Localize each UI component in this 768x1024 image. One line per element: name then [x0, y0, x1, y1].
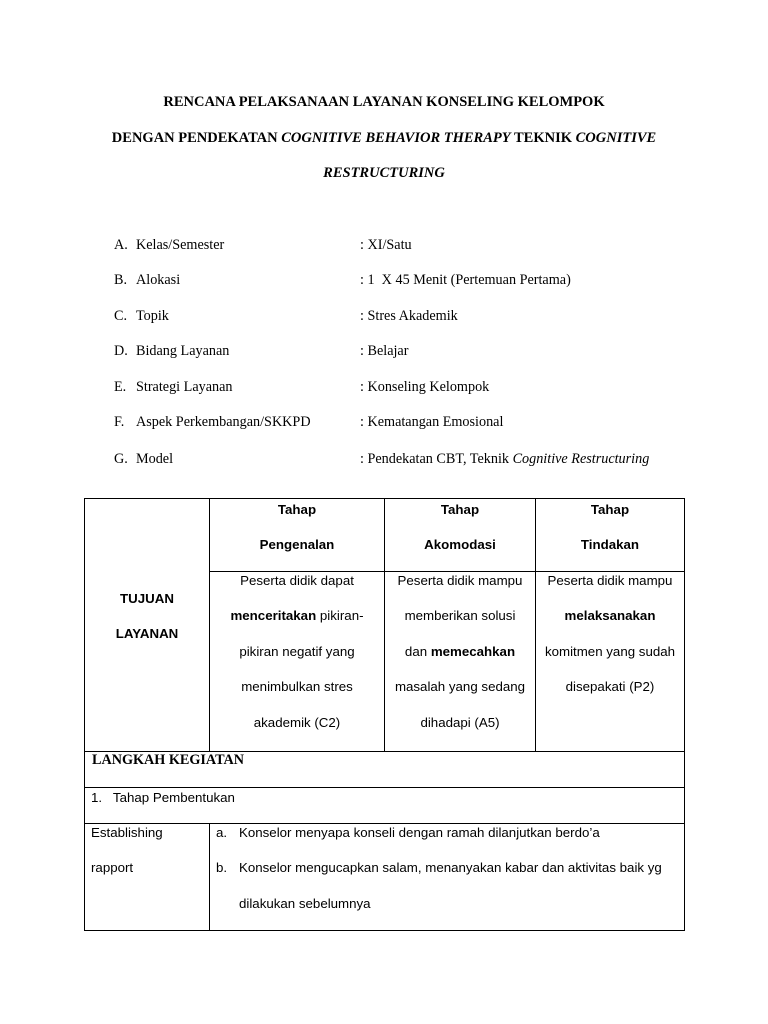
title-part-e: RESTRUCTURING: [323, 165, 445, 181]
goal-keyword: melaksanakan: [564, 608, 656, 623]
info-label: Strategi Layanan: [136, 379, 233, 395]
langkah-kegiatan-row: [84, 751, 685, 787]
goal-line: [385, 644, 535, 659]
goal-text: dan: [404, 644, 431, 659]
document-title-line2: [0, 130, 768, 147]
info-value-part: : Pendekatan CBT, Teknik: [360, 451, 513, 467]
info-row-aspek: [114, 414, 714, 434]
info-value: : Kematangan Emosional: [360, 414, 504, 430]
goal-line: akademik (C2): [253, 715, 341, 730]
info-label: Topik: [136, 308, 169, 324]
step-a-letter: a.: [216, 825, 228, 840]
goal-keyword: memecahkan: [430, 644, 516, 659]
info-row-bidang: [114, 343, 714, 363]
info-row-alokasi: [114, 272, 714, 292]
goal-text: pikiran-: [316, 608, 364, 623]
stage-header-tindakan: [535, 498, 685, 571]
stage-name: Pengenalan: [259, 537, 335, 552]
title-part-b: COGNITIVE BEHAVIOR THERAPY: [281, 130, 511, 146]
info-value-italic: Cognitive Restructuring: [512, 451, 650, 467]
info-value: : XI/Satu: [360, 237, 412, 253]
stage-label: Tahap: [590, 502, 630, 517]
info-letter: E.: [114, 379, 127, 395]
document-title-line1: RENCANA PELAKSANAAN LAYANAN KONSELING KELOMPOK: [163, 94, 605, 110]
info-label: Model: [136, 451, 174, 467]
info-letter: A.: [114, 237, 128, 253]
langkah-kegiatan-heading: LANGKAH KEGIATAN: [92, 752, 245, 768]
goal-line: pikiran negatif yang: [239, 644, 355, 659]
goal-cell-tindakan: [535, 571, 685, 751]
info-value: : Stres Akademik: [360, 308, 458, 324]
tahap-pembentukan-label: 1. Tahap Pembentukan: [91, 790, 235, 805]
stage-name: Tindakan: [580, 537, 640, 552]
establishing-rapport-cell: [84, 823, 209, 931]
rapport-label: rapport: [91, 860, 134, 875]
title-part-d: COGNITIVE: [575, 130, 657, 146]
goal-cell-akomodasi: [384, 571, 535, 751]
goal-line: komitmen yang sudah: [544, 644, 676, 659]
goal-line: memberikan solusi: [404, 608, 516, 623]
stage-label: Tahap: [277, 502, 317, 517]
steps-cell: [209, 823, 685, 931]
info-letter: B.: [114, 272, 128, 288]
info-label: Bidang Layanan: [136, 343, 230, 359]
stage-label: Tahap: [440, 502, 480, 517]
title-part-c: TEKNIK: [510, 130, 576, 146]
goal-cell-pengenalan: [209, 571, 384, 751]
info-label: Kelas/Semester: [136, 237, 225, 253]
info-row-kelas: [114, 237, 714, 257]
info-label: Aspek Perkembangan/SKKPD: [136, 414, 311, 430]
info-row-model: [114, 451, 714, 471]
goal-line: dihadapi (A5): [420, 715, 500, 730]
info-value: : 1 X 45 Menit (Pertemuan Pertama): [360, 272, 571, 288]
tujuan-label: TUJUAN: [120, 591, 174, 606]
establishing-label: Establishing: [91, 825, 163, 840]
goal-line: [210, 608, 384, 623]
info-letter: F.: [114, 414, 125, 430]
step-b-text-line1: Konselor mengucapkan salam, menanyakan kabar dan aktivitas baik yg: [239, 860, 662, 875]
info-row-strategi: [114, 379, 714, 399]
step-b-letter: b.: [216, 860, 228, 875]
info-letter: G.: [114, 451, 128, 467]
info-letter: C.: [114, 308, 128, 324]
stage-name: Akomodasi: [424, 537, 496, 552]
tujuan-layanan-cell: [84, 498, 209, 751]
step-a-text: Konselor menyapa konseli dengan ramah dilanjutkan berdo’a: [239, 825, 600, 840]
info-letter: D.: [114, 343, 128, 359]
step-b-text-line2: dilakukan sebelumnya: [239, 896, 371, 911]
goal-line: Peserta didik dapat: [240, 573, 354, 588]
info-value: [360, 451, 649, 468]
stage-header-pengenalan: [209, 498, 384, 571]
info-row-topik: [114, 308, 714, 328]
goal-line: disepakati (P2): [565, 679, 655, 694]
layanan-label: LAYANAN: [115, 626, 179, 641]
info-value: : Konseling Kelompok: [360, 379, 490, 395]
stage-header-akomodasi: [384, 498, 535, 571]
goal-line: Peserta didik mampu: [547, 573, 673, 588]
document-title-line3: [0, 165, 768, 182]
goal-line: masalah yang sedang: [394, 679, 526, 694]
tahap-pembentukan-row: [84, 787, 685, 823]
info-label: Alokasi: [136, 272, 181, 288]
goal-line: menimbulkan stres: [241, 679, 353, 694]
goal-line: Peserta didik mampu: [397, 573, 523, 588]
info-value: : Belajar: [360, 343, 409, 359]
title-part-a: DENGAN PENDEKATAN: [111, 130, 282, 146]
goal-keyword: menceritakan: [230, 608, 317, 623]
